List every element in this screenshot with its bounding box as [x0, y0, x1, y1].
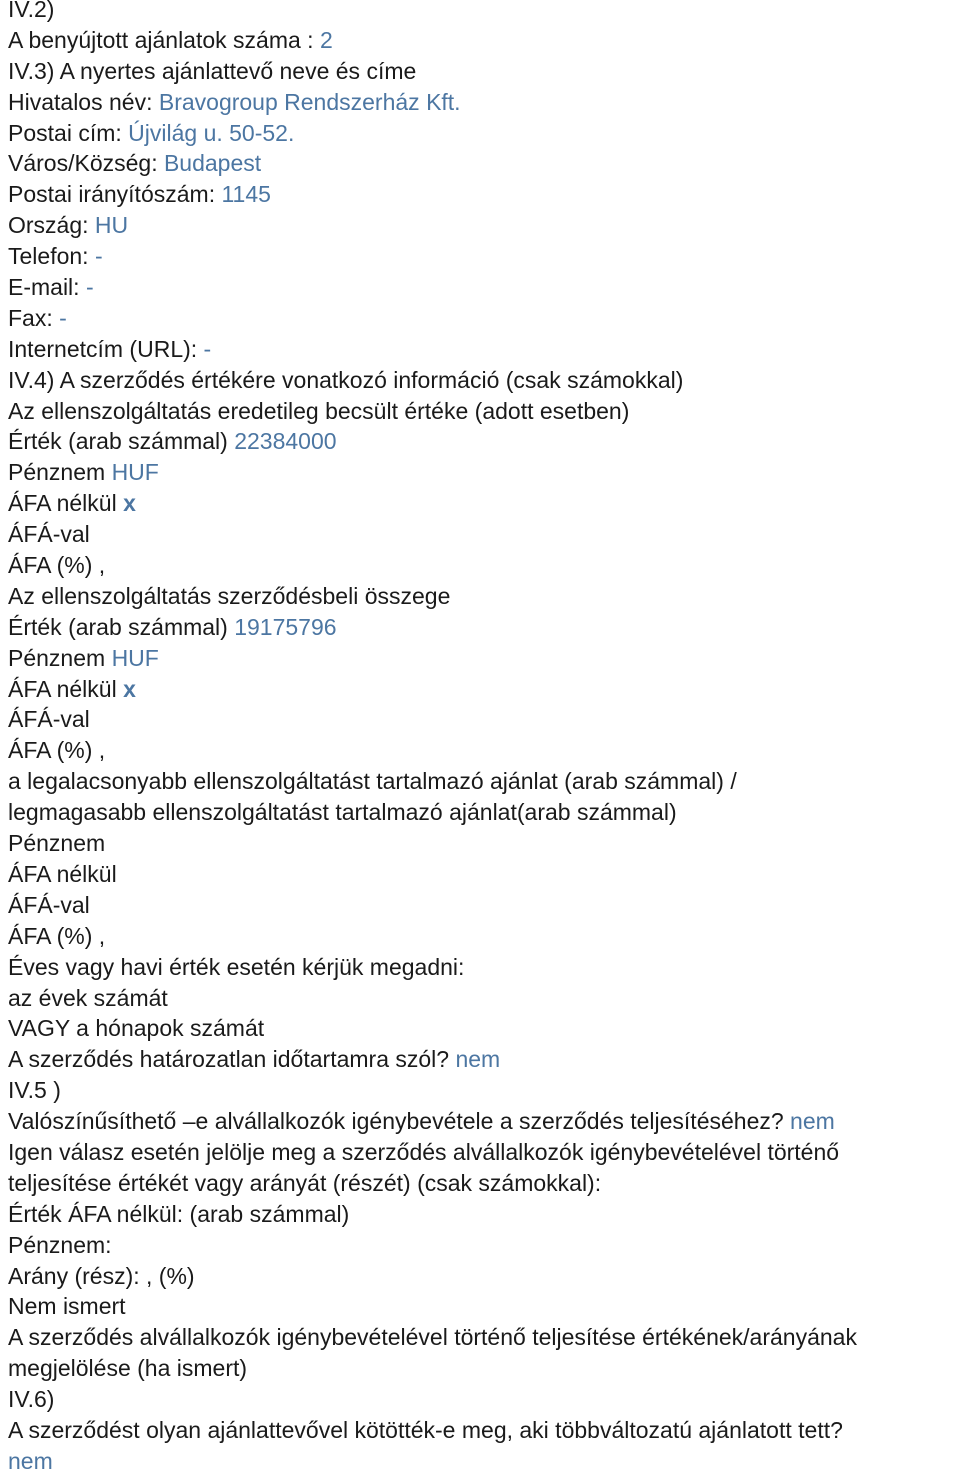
field-label: ÁFA nélkül	[8, 490, 124, 517]
document-line	[8, 1415, 960, 1446]
document-line	[8, 334, 960, 365]
document-line	[8, 148, 960, 179]
field-value: HU	[94, 212, 129, 239]
document-line	[8, 0, 960, 25]
field-label: Város/Község:	[8, 150, 164, 177]
document-line	[8, 1137, 960, 1168]
field-label: ÁFA (%) ,	[8, 737, 106, 764]
document-line	[8, 890, 960, 921]
checked-mark: x	[123, 490, 136, 517]
document-line	[8, 241, 960, 272]
field-label: IV.3) A nyertes ajánlattevő neve és címe	[8, 57, 417, 84]
field-label: megjelölése (ha ismert)	[8, 1355, 248, 1382]
document-line	[8, 426, 960, 457]
document-line	[8, 118, 960, 149]
field-value: nem	[790, 1108, 835, 1135]
field-value: nem	[8, 1447, 53, 1474]
field-label: Hivatalos név:	[8, 88, 159, 115]
document-line	[8, 643, 960, 674]
field-label: az évek számát	[8, 984, 168, 1011]
document-line	[8, 272, 960, 303]
document-line	[8, 25, 960, 56]
field-label: A szerződés alvállalkozók igénybevételével történő teljesítése értékének/arányának	[8, 1324, 857, 1351]
field-label: Érték (arab számmal)	[8, 613, 235, 640]
field-label: Pénznem:	[8, 1231, 112, 1258]
field-value: HUF	[111, 459, 159, 486]
field-label: ÁFÁ-val	[8, 891, 90, 918]
field-label: E-mail:	[8, 274, 86, 301]
field-label: Igen válasz esetén jelölje meg a szerződés alvállalkozók igénybevételével történő	[8, 1138, 840, 1165]
document-line	[8, 1106, 960, 1137]
field-label: IV.2)	[8, 0, 55, 22]
field-label: A szerződést olyan ajánlattevővel kötötték-e meg, aki többváltozatú ajánlatott tett?	[8, 1416, 843, 1443]
field-label: Éves vagy havi érték esetén kérjük megadni:	[8, 953, 465, 980]
field-value: 1145	[221, 181, 271, 208]
field-label: ÁFA (%) ,	[8, 552, 106, 579]
field-label: ÁFÁ-val	[8, 521, 90, 548]
field-label: Telefon:	[8, 243, 95, 270]
document-line	[8, 581, 960, 612]
field-label: Az ellenszolgáltatás eredetileg becsült értéke (adott esetben)	[8, 397, 630, 424]
field-value: Újvilág u. 50-52.	[128, 119, 295, 146]
field-label: A szerződés határozatlan időtartamra szól?	[8, 1046, 456, 1073]
field-value: Bravogroup Rendszerház Kft.	[158, 88, 461, 115]
document-line	[8, 704, 960, 735]
checked-mark: x	[123, 675, 136, 702]
document-line	[8, 1013, 960, 1044]
field-label: Internetcím (URL):	[8, 335, 204, 362]
document-line	[8, 87, 960, 118]
field-label: Postai irányítószám:	[8, 181, 222, 208]
document-line	[8, 952, 960, 983]
document-line	[8, 1261, 960, 1292]
field-value: 2	[319, 26, 333, 53]
field-label: Postai cím:	[8, 119, 129, 146]
field-label: Pénznem	[8, 830, 106, 857]
field-label: IV.5 )	[8, 1077, 61, 1104]
document-line	[8, 983, 960, 1014]
document-line	[8, 766, 960, 797]
field-value: Budapest	[163, 150, 262, 177]
document-line	[8, 1353, 960, 1384]
document-line	[8, 457, 960, 488]
field-value: 22384000	[234, 428, 337, 455]
document-line	[8, 921, 960, 952]
document-line	[8, 519, 960, 550]
document-line	[8, 210, 960, 241]
field-label: IV.6)	[8, 1386, 55, 1413]
field-label: Érték (arab számmal)	[8, 428, 235, 455]
field-label: A benyújtott ajánlatok száma :	[8, 26, 320, 53]
document-line	[8, 1322, 960, 1353]
document-line	[8, 1044, 960, 1075]
field-value: -	[94, 243, 103, 270]
document-line	[8, 56, 960, 87]
document-line	[8, 179, 960, 210]
field-value: 19175796	[234, 613, 337, 640]
field-label: Az ellenszolgáltatás szerződésbeli összege	[8, 582, 451, 609]
field-label: Fax:	[8, 304, 60, 331]
field-label: Pénznem	[8, 644, 112, 671]
field-label: ÁFA (%) ,	[8, 922, 106, 949]
document-line	[8, 488, 960, 519]
document-line	[8, 1168, 960, 1199]
document-line	[8, 1446, 960, 1477]
document-line	[8, 612, 960, 643]
field-label: a legalacsonyabb ellenszolgáltatást tartalmazó ajánlat (arab számmal) /	[8, 768, 737, 795]
field-label: IV.4) A szerződés értékére vonatkozó információ (csak számokkal)	[8, 366, 684, 393]
field-value: nem	[455, 1046, 501, 1073]
document-line	[8, 365, 960, 396]
document-line	[8, 828, 960, 859]
field-label: Ország:	[8, 212, 95, 239]
document-line	[8, 1075, 960, 1106]
field-label: Nem ismert	[8, 1293, 126, 1320]
document-line	[8, 1291, 960, 1322]
field-label: ÁFÁ-val	[8, 706, 90, 733]
field-label: ÁFA nélkül	[8, 860, 117, 887]
document-line	[8, 859, 960, 890]
document-line	[8, 1230, 960, 1261]
field-value: HUF	[111, 644, 159, 671]
document-line	[8, 797, 960, 828]
field-label: legmagasabb ellenszolgáltatást tartalmazó ajánlat(arab számmal)	[8, 799, 677, 826]
field-label: VAGY a hónapok számát	[8, 1015, 265, 1042]
document-line	[8, 1384, 960, 1415]
document-line	[8, 674, 960, 705]
field-value: -	[203, 335, 212, 362]
field-value: -	[59, 304, 67, 331]
field-label: Valószínűsíthető –e alvállalkozók igénybevétele a szerződés teljesítéséhez?	[8, 1108, 791, 1135]
field-value: -	[85, 274, 94, 301]
document-body	[8, 0, 960, 1477]
field-label: ÁFA nélkül	[8, 675, 124, 702]
field-label: teljesítése értékét vagy arányát (részét) (csak számokkal):	[8, 1169, 602, 1196]
document-line	[8, 396, 960, 427]
document-line	[8, 550, 960, 581]
field-label: Arány (rész): , (%)	[8, 1262, 195, 1289]
document-line	[8, 735, 960, 766]
document-line	[8, 303, 960, 334]
field-label: Érték ÁFA nélkül: (arab számmal)	[8, 1200, 350, 1227]
document-line	[8, 1199, 960, 1230]
field-label: Pénznem	[8, 459, 112, 486]
